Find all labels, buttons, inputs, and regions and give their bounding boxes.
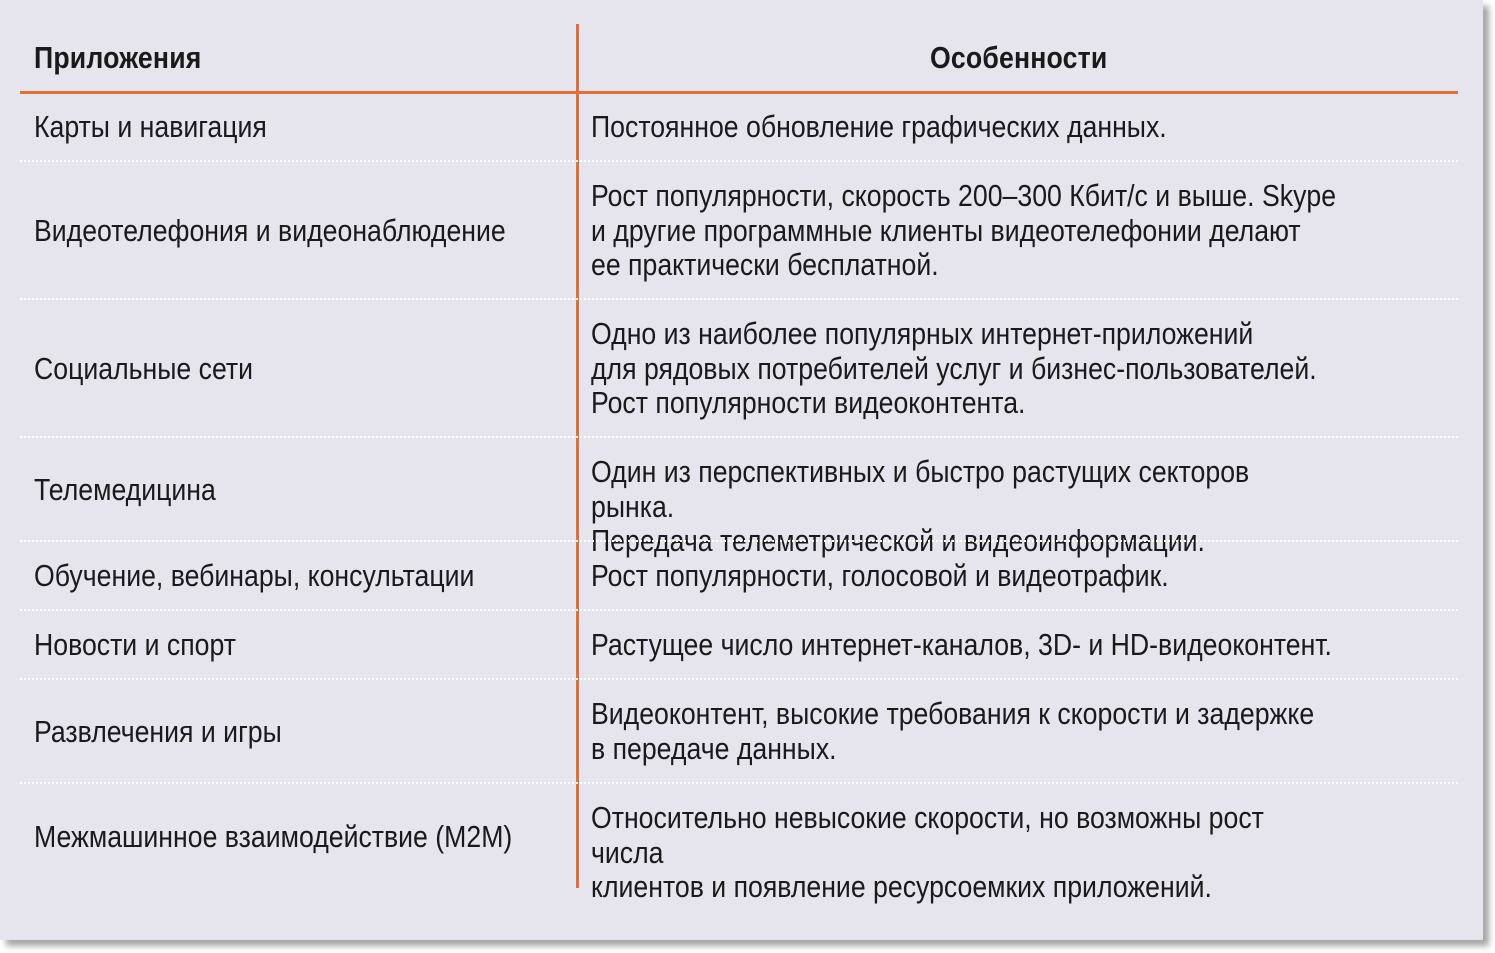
- feature-cell: Рост популярности, голосовой и видеотрафик.: [591, 558, 1169, 593]
- table-row: [20, 542, 1458, 609]
- application-cell: Видеотелефония и видеонаблюдение: [34, 213, 506, 248]
- application-cell: Межмашинное взаимодействие (M2M): [34, 819, 513, 854]
- feature-cell: Относительно невысокие скорости, но возможны рост числа клиентов и появление ресурсоемких приложений.: [591, 800, 1264, 904]
- table-row: [20, 611, 1458, 678]
- feature-cell: Одно из наиболее популярных интернет-приложений для рядовых потребителей услуг и бизнес-пользователей. Рост популярности видеоконтента.: [591, 316, 1317, 420]
- table-row: [20, 162, 1458, 298]
- table-row: [20, 94, 1458, 161]
- feature-cell: Растущее число интернет-каналов, 3D- и HD-видеоконтент.: [591, 627, 1332, 662]
- table-row: [20, 438, 1458, 558]
- feature-cell: Рост популярности, скорость 200–300 Кбит/с и выше. Skype и другие программные клиенты видеотелефонии делают ее практически бесплатной.: [591, 178, 1337, 282]
- application-cell: Карты и навигация: [34, 109, 267, 144]
- feature-cell: Видеоконтент, высокие требования к скорости и задержке в передаче данных.: [591, 696, 1315, 766]
- feature-cell: Постоянное обновление графических данных.: [591, 109, 1167, 144]
- feature-cell: Один из перспективных и быстро растущих секторов рынка. Передача телеметрической и видеоинформации.: [591, 454, 1250, 558]
- table-row: [20, 784, 1458, 904]
- table-row: [20, 680, 1458, 782]
- application-cell: Новости и спорт: [34, 627, 236, 662]
- application-cell: Обучение, вебинары, консультации: [34, 558, 475, 593]
- application-cell: Телемедицина: [34, 472, 216, 507]
- application-cell: Развлечения и игры: [34, 714, 282, 749]
- application-cell: Социальные сети: [34, 351, 254, 386]
- table-row: [20, 300, 1458, 436]
- header-applications: Приложения: [34, 40, 202, 75]
- header-features: Особенности: [930, 40, 1108, 75]
